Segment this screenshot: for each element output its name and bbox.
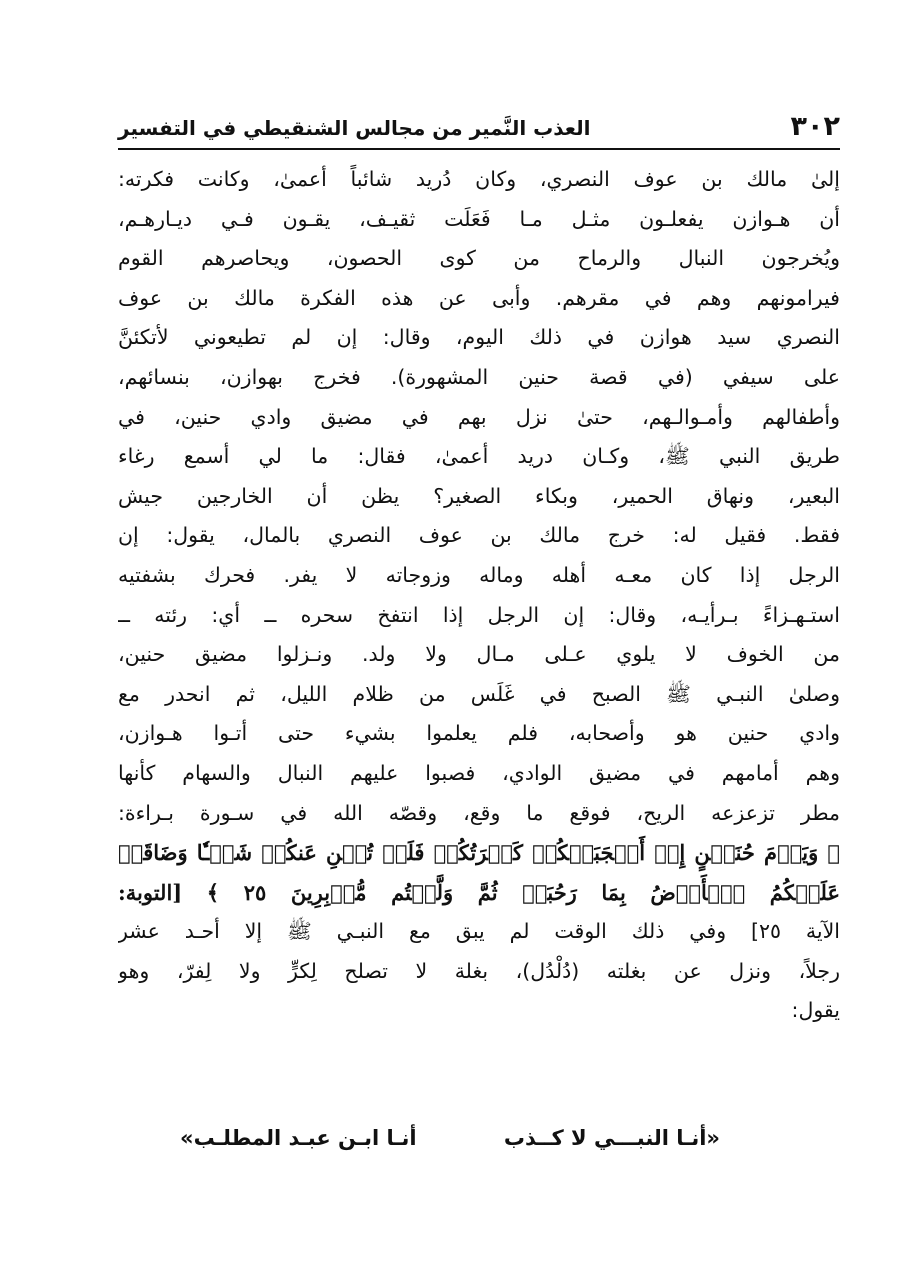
verse-hemistich-right: «أنـا النبـــي لا كــذب [503, 1126, 720, 1150]
body-line: وهم أمامهم في مضيق الوادي، فصبوا عليهم النبال والسهام كأنها [118, 760, 840, 785]
body-line: من الخوف لا يلوي عـلى مـال ولا ولد. ونـزلوا مضيق حنين، [118, 642, 840, 667]
body-line: يقول: [791, 998, 840, 1023]
body-line: فيرامونهم وهم في مقرهم. وأبى عن هذه الفكرة مالك بن عوف [118, 285, 840, 310]
verse-hemistich-left: أنـا ابـن عبـد المطلـب» [180, 1126, 417, 1150]
body-line: رجلاً، ونزل عن بغلته (دُلْدُل)، بغلة لا تصلح لِكرٍّ ولا لِفرّ، وهو [118, 958, 840, 983]
quran-verse-line: ﴿ وَيَوۡمَ حُنَيۡنٍ إِذۡ أَعۡجَبَتۡكُمۡ كَثۡرَتُكُمۡ فَلَمۡ تُغۡنِ عَنكُمۡ شَيۡـٔٗا وَضَاقَتۡ [118, 840, 840, 866]
body-line: وصلىٰ النبـي ﷺ الصبح في غَلَس من ظلام الليل، ثم انحدر مع [118, 681, 840, 706]
body-line: استـهـزاءً بـرأيـه، وقال: إن الرجل إذا انتفخ سحره ــ أي: رئته ــ [118, 602, 840, 627]
body-line: النصري سيد هوازن في ذلك اليوم، وقال: إن لم تطيعوني لأتكئنَّ [118, 325, 840, 350]
body-line: مطر تزعزعه الريح، فوقع ما وقع، وقصّه الله في سـورة بـراءة: [118, 800, 840, 825]
running-header [118, 104, 840, 146]
body-line: على سيفي (في قصة حنين المشهورة). فخرج بهوازن، بنسائهم، [118, 364, 840, 389]
body-line: الآية ٢٥] وفي ذلك الوقت لم يبق مع النبـي ﷺ إلا أحـد عشر [118, 919, 840, 944]
poetry-verse [180, 1118, 720, 1158]
body-line: البعير، ونهاق الحمير، وبكاء الصغير؟ يظن أن الخارجين جيش [118, 483, 840, 508]
book-title: العذب النَّمير من مجالس الشنقيطي في التفسير [118, 116, 591, 140]
body-line: ويُخرجون النبال والرماح من كوى الحصون، ويحاصرهم القوم [118, 246, 840, 271]
body-line: الرجل إذا كان معـه أهله وماله وزوجاته لا يفر. فحرك بشفتيه [118, 562, 840, 587]
body-line: فقط. فقيل له: خرج مالك بن عوف النصري بالمال، يقول: إن [118, 523, 840, 548]
header-divider [118, 148, 840, 150]
body-line: وادي حنين هو وأصحابه، فلم يعلموا بشيء حتى أتـوا هـوازن، [118, 721, 840, 746]
body-line: وأطفالهم وأمـوالـهم، حتىٰ نزل بهم في مضيق وادي حنين، في [118, 404, 840, 429]
page-number: ٣٠٢ [790, 111, 840, 142]
body-text [118, 160, 840, 1031]
body-line: طريق النبي ﷺ، وكـان دريد أعمىٰ، فقال: ما لي أسمع رغاء [118, 444, 840, 469]
body-line: أن هـوازن يفعلـون مثـل مـا فَعَلَت ثقيـف، يقـون فـي ديـارهـم، [118, 206, 840, 231]
quran-verse-line: عَلَيۡكُمُ ٱلۡأَرۡضُ بِمَا رَحُبَتۡ ثُمَّ وَلَّيۡتُم مُّدۡبِرِينَ ٢٥ ﴾ [التوبة: [118, 879, 840, 905]
body-line: إلىٰ مالك بن عوف النصري، وكان دُريد شائباً أعمىٰ، وكانت فكرته: [118, 167, 840, 191]
